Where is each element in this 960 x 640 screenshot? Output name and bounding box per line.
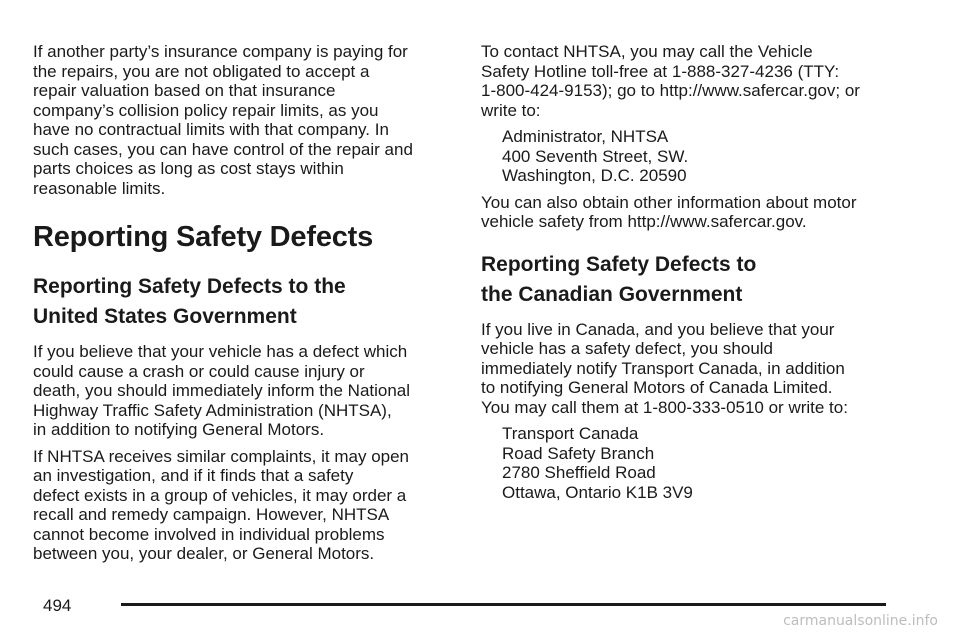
right-column <box>481 42 901 502</box>
safety-info-paragraph: You can also obtain other information about motor vehicle safety from http://www.safercar.gov. <box>481 192 857 231</box>
left-column <box>33 42 453 564</box>
insurance-paragraph: If another party’s insurance company is paying for the repairs, you are not obligated to accept a repair valuation based on that insurance company’s collision policy repair limits, as you have no contractual limits with that company. In such cases, you can have control of the repair and parts choices as long as cost stays within reasonable limits. <box>33 42 413 198</box>
nhtsa-investigation-paragraph: If NHTSA receives similar complaints, it may open an investigation, and if it finds that a safety defect exists in a group of vehicles, it may order a recall and remedy campaign. However, NHTSA cannot become involved in individual problems between you, your dealer, or General Motors. <box>33 446 410 563</box>
defect-report-paragraph: If you believe that your vehicle has a defect which could cause a crash or could cause injury or death, you should immediately inform the National Highway Traffic Safety Administration (NHTSA), in addition to notifying General Motors. <box>33 342 411 439</box>
nhtsa-address: Administrator, NHTSA 400 Seventh Street, SW. Washington, D.C. 20590 <box>502 127 689 185</box>
transport-canada-address: Transport Canada Road Safety Branch 2780 Sheffield Road Ottawa, Ontario K1B 3V9 <box>502 424 693 502</box>
contact-nhtsa-paragraph: To contact NHTSA, you may call the Vehicle Safety Hotline toll-free at 1-888-327-4236 (TTY: 1-800-424-9153); go to http://www.safercar.gov; or write to: <box>481 42 860 120</box>
main-heading: Reporting Safety Defects <box>33 221 374 253</box>
us-government-heading: Reporting Safety Defects to the United States Government <box>33 275 346 328</box>
watermark: carmanualsonline.info <box>783 613 938 629</box>
footer-rule <box>121 603 886 606</box>
canada-paragraph: If you live in Canada, and you believe that your vehicle has a safety defect, you should immediately notify Transport Canada, in addition to notifying General Motors of Canada Limited. You may call them at 1-800-333-0510 or write to: <box>481 319 848 417</box>
canadian-government-heading: Reporting Safety Defects to the Canadian Government <box>481 252 757 306</box>
page-number: 494 <box>43 596 72 615</box>
